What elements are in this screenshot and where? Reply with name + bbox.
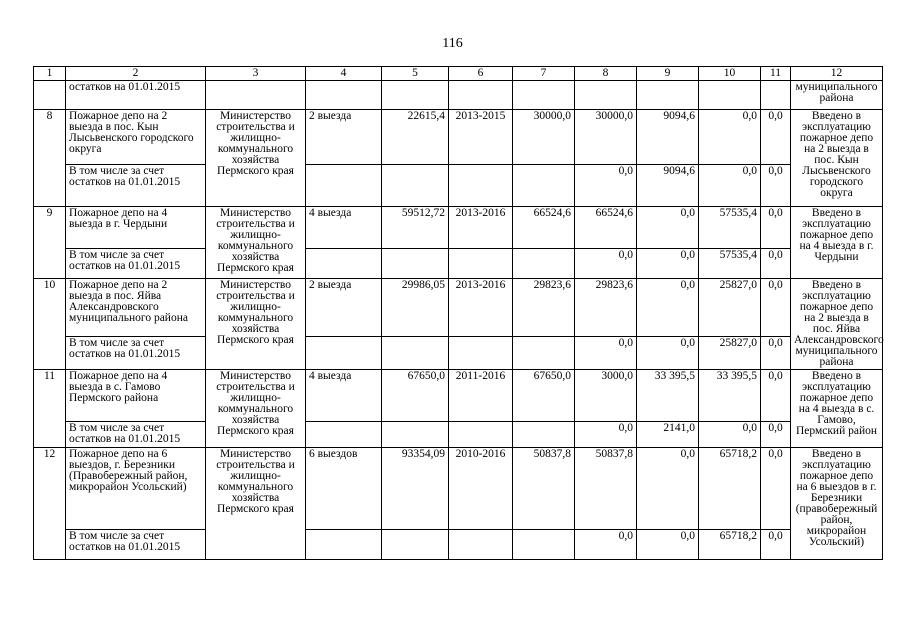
col10-value: 0,0 (699, 110, 761, 165)
col10-value: 65718,2 (699, 448, 761, 530)
capacity: 4 выезда (306, 370, 382, 422)
col9-value: 33 395,5 (637, 370, 699, 422)
table-subrow (34, 337, 883, 370)
cost-value: 22615,4 (382, 110, 449, 165)
sub-col8-value: 0,0 (575, 249, 637, 279)
sub-col9-value: 9094,6 (637, 165, 699, 207)
column-header: 9 (637, 67, 699, 81)
col7-value: 30000,0 (513, 110, 575, 165)
period: 2013-2016 (449, 279, 513, 337)
sub-col10-value: 65718,2 (699, 530, 761, 560)
table-row (34, 370, 883, 422)
column-header: 4 (306, 67, 382, 81)
row-number: 8 (34, 110, 66, 207)
table-body (34, 67, 883, 560)
sub-col8-value: 0,0 (575, 422, 637, 448)
expected-result: Введено в эксплуатацию пожарное депо на 4 выезда в г. Чердыни (791, 207, 883, 279)
customer: Министерство строительства и жилищно-коммунального хозяйства Пермского края (206, 279, 306, 370)
row-number: 9 (34, 207, 66, 279)
cost-value: 29986,05 (382, 279, 449, 337)
sub-col10-value: 0,0 (699, 422, 761, 448)
page-number: 116 (442, 36, 463, 51)
object-name: Пожарное депо на 2 выезда в пос. Яйва Александровского муниципального района (66, 279, 206, 337)
col7-value: 29823,6 (513, 279, 575, 337)
period: 2010-2016 (449, 448, 513, 530)
col8-value: 30000,0 (575, 110, 637, 165)
column-header: 7 (513, 67, 575, 81)
sub-col10-value: 57535,4 (699, 249, 761, 279)
continuation-name: остатков на 01.01.2015 (66, 81, 206, 110)
period: 2013-2016 (449, 207, 513, 249)
capacity: 2 выезда (306, 279, 382, 337)
sub-col11-value: 0,0 (761, 337, 791, 370)
period: 2011-2016 (449, 370, 513, 422)
col8-value: 50837,8 (575, 448, 637, 530)
capacity: 6 выездов (306, 448, 382, 530)
object-name: Пожарное депо на 4 выезда в г. Чердыни (66, 207, 206, 249)
capacity: 2 выезда (306, 110, 382, 165)
col7-value: 66524,6 (513, 207, 575, 249)
col10-value: 33 395,5 (699, 370, 761, 422)
col11-value: 0,0 (761, 370, 791, 422)
capacity: 4 выезда (306, 207, 382, 249)
object-name: Пожарное депо на 2 выезда в пос. Кын Лысьвенского городского округа (66, 110, 206, 165)
subrow-name: В том числе за счет остатков на 01.01.2015 (66, 530, 206, 560)
col11-value: 0,0 (761, 110, 791, 165)
column-header: 1 (34, 67, 66, 81)
table-row (34, 279, 883, 337)
sub-col11-value: 0,0 (761, 530, 791, 560)
sub-col10-value: 25827,0 (699, 337, 761, 370)
column-header: 10 (699, 67, 761, 81)
row-number: 10 (34, 279, 66, 370)
col10-value: 25827,0 (699, 279, 761, 337)
sub-col11-value: 0,0 (761, 165, 791, 207)
subrow-name: В том числе за счет остатков на 01.01.2015 (66, 249, 206, 279)
subrow-name: В том числе за счет остатков на 01.01.2015 (66, 422, 206, 448)
period: 2013-2015 (449, 110, 513, 165)
col9-value: 9094,6 (637, 110, 699, 165)
subrow-name: В том числе за счет остатков на 01.01.2015 (66, 165, 206, 207)
table-subrow (34, 165, 883, 207)
col10-value: 57535,4 (699, 207, 761, 249)
col8-value: 3000,0 (575, 370, 637, 422)
customer: Министерство строительства и жилищно-коммунального хозяйства Пермского края (206, 207, 306, 279)
expected-result: Введено в эксплуатацию пожарное депо на 2 выезда в пос. Яйва Александровского муниципального района (791, 279, 883, 370)
investment-table (33, 66, 883, 560)
column-header: 5 (382, 67, 449, 81)
column-header: 2 (66, 67, 206, 81)
customer: Министерство строительства и жилищно-коммунального хозяйства Пермского края (206, 448, 306, 560)
cost-value: 67650,0 (382, 370, 449, 422)
col7-value: 50837,8 (513, 448, 575, 530)
table-row (34, 448, 883, 530)
table-subrow (34, 530, 883, 560)
col9-value: 0,0 (637, 448, 699, 530)
customer: Министерство строительства и жилищно-коммунального хозяйства Пермского края (206, 370, 306, 448)
table-row (34, 110, 883, 165)
table-row (34, 207, 883, 249)
sub-col8-value: 0,0 (575, 165, 637, 207)
customer: Министерство строительства и жилищно-коммунального хозяйства Пермского края (206, 110, 306, 207)
sub-col8-value: 0,0 (575, 530, 637, 560)
continuation-row (34, 81, 883, 110)
column-header: 3 (206, 67, 306, 81)
sub-col11-value: 0,0 (761, 249, 791, 279)
object-name: Пожарное депо на 4 выезда в с. Гамово Пермского района (66, 370, 206, 422)
object-name: Пожарное депо на 6 выездов, г. Березники (Правобережный район, микрорайон Усольский) (66, 448, 206, 530)
row-number: 12 (34, 448, 66, 560)
table-subrow (34, 422, 883, 448)
expected-result: Введено в эксплуатацию пожарное депо на 6 выездов в г. Березники (правобережный район, микрорайон Усольский) (791, 448, 883, 560)
col11-value: 0,0 (761, 448, 791, 530)
row-number: 11 (34, 370, 66, 448)
sub-col8-value: 0,0 (575, 337, 637, 370)
sub-col9-value: 0,0 (637, 337, 699, 370)
column-header: 12 (791, 67, 883, 81)
col8-value: 66524,6 (575, 207, 637, 249)
sub-col10-value: 0,0 (699, 165, 761, 207)
sub-col9-value: 0,0 (637, 249, 699, 279)
cost-value: 93354,09 (382, 448, 449, 530)
col9-value: 0,0 (637, 207, 699, 249)
cost-value: 59512,72 (382, 207, 449, 249)
subrow-name: В том числе за счет остатков на 01.01.2015 (66, 337, 206, 370)
col11-value: 0,0 (761, 279, 791, 337)
col8-value: 29823,6 (575, 279, 637, 337)
col7-value: 67650,0 (513, 370, 575, 422)
expected-result: Введено в эксплуатацию пожарное депо на 4 выезда в с. Гамово, Пермский район (791, 370, 883, 448)
sub-col9-value: 2141,0 (637, 422, 699, 448)
column-header: 11 (761, 67, 791, 81)
col11-value: 0,0 (761, 207, 791, 249)
expected-result: Введено в эксплуатацию пожарное депо на 2 выезда в пос. Кын Лысьвенского городского округа (791, 110, 883, 207)
col9-value: 0,0 (637, 279, 699, 337)
column-header: 8 (575, 67, 637, 81)
sub-col11-value: 0,0 (761, 422, 791, 448)
continuation-result: муниципального района (791, 81, 883, 110)
sub-col9-value: 0,0 (637, 530, 699, 560)
table-subrow (34, 249, 883, 279)
header-row (34, 67, 883, 81)
column-header: 6 (449, 67, 513, 81)
